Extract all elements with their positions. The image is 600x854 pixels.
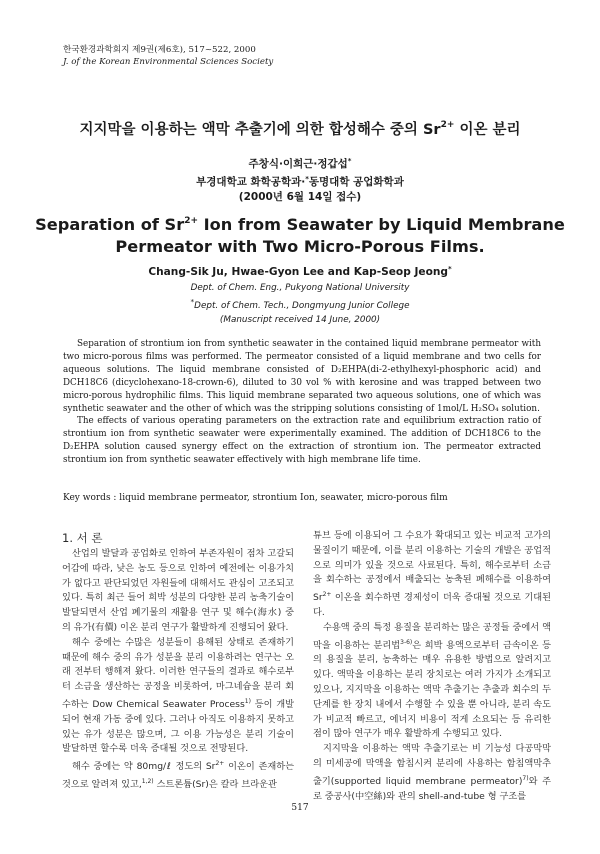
body-paragraph: 튜브 등에 이용되어 그 수요가 확대되고 있는 비교적 고가의 물질이기 때문에, 이를 분리 이용하는 기술의 개발은 공업적으로 의미가 있을 것으로 사료된다. 특히, 해수로부터 소금을 회수하는 공정에서 배출되는 농축된 폐해수를 이용하여 $Sr^{2+}$ 이온을 회수하면 경제성이 더욱 증대될 것으로 기대된다. <box>313 530 551 618</box>
manuscript-received: (Manuscript received 14 June, 2000) <box>219 314 381 325</box>
body-paragraph: 해수 중에는 수많은 성분들이 용해된 상태로 존재하기 때문에 해수 중의 유가 성분을 분리 이용하려는 연구는 오래 전부터 행해져 왔다. 이러한 연구들의 결과로 해수로부터 소금을 생산하는 공정을 비롯하여, 마그네슘을 분리 회수하는 Dow Chemical Seawater Process$^{1)}$ 등이 개발되어 현재 가동 중에 있다. 그러나 아직도 이용하지 못하고 있는 유가 성분은 많으며, 그 이용 가능성은 분리 기술이 발달하면 할수록 더욱 증대될 것으로 전망된다. <box>62 636 294 755</box>
affiliation-1: Dept. of Chem. Eng., Pukyong National University <box>190 283 410 293</box>
body-paragraph: 해수 중에는 약 80mg/ℓ 정도의 $Sr^{2+}$ 이온이 존재하는 것으로 알려져 있고,$^{1,2)}$ 스트론튬(Sr)은 칼라 브라운관 <box>62 760 295 790</box>
abstract <box>63 338 541 467</box>
body-paragraph: 수용액 중의 특정 용질을 분리하는 많은 공정들 중에서 액막을 이용하는 분리법$^{3-6)}$은 희박 용액으로부터 금속이온 등의 용질을 분리, 농축하는 매우 유용한 방법으로 알려지고 있다. 액막을 이용하는 분리 장치로는 여러 가지가 소개되고 있으나, 지지막을 이용하는 액막 추출기는 추출과 회수의 두 단계를 한 장치 내에서 수행할 수 있을 뿐 아니라, 분리 속도가 비교적 빠르고, 에너지 비용이 적게 소요되는 등 유리한 점이 많아 연구가 매우 활발하게 수행되고 있다. <box>313 621 552 740</box>
body-paragraph: 지지막을 이용하는 액막 추출기로는 비 기능성 다공막막의 미세공에 막액을 함침시켜 분리에 사용하는 함침액막추출기(supported liquid membrane permeator)$^{7)}$와 주로 중공사(中空絲)와 관의 shell-and-tube 형 구조를 <box>313 743 552 802</box>
body-column-left <box>62 530 294 793</box>
keywords: Key words : liquid membrane permeator, strontium Ion, seawater, micro-porous film <box>63 493 448 503</box>
section-heading: 1. 서 론 <box>62 531 103 545</box>
abstract-paragraph-2: The effects of various operating parameters on the extraction rate and equilibrium extraction ratio of strontium ion from synthetic seawater were experimentally examined. The addition of DCH18C6 to the D₂EHPA solution caused synergy effect on the extraction of strontium ion. The permeator extracted strontium ion from synthetic seawater effectively with high membrane life time. <box>63 416 541 466</box>
journal-line-korean: 한국환경과학회지 제9권(제6호), 517~522, 2000 <box>63 45 256 55</box>
journal-line-english: J. of the Korean Environmental Sciences Society <box>63 57 274 67</box>
abstract-paragraph-1: Separation of strontium ion from synthetic seawater in the contained liquid membrane permeator with two micro-porous films was performed. The permeator consisted of a liquid membrane and two cells for aqueous solutions. The liquid membrane consisted of D₂EHPA(di-2-ethylhexyl-phosphoric acid) and DCH18C6 (dicyclohexano-18-crown-6), diluted to 30 vol % with kerosine and was trapped between two micro-porous hydrophilic films. This liquid membrane separated two aqueous solutions, one of which was synthetic seawater and the other of which was the stripping solutions consisting of 1mol/L H₂SO₄ solution. <box>63 339 541 414</box>
affiliation-2: *Dept. of Chem. Tech., Dongmyung Junior College <box>190 297 410 311</box>
affiliations <box>0 281 600 327</box>
korean-authors: 주창식·이희근·정갑섭* <box>248 157 352 170</box>
body-column-right <box>313 529 551 804</box>
english-authors: Chang-Sik Ju, Hwae-Gyon Lee and Kap-Seop Jeong* <box>148 265 452 278</box>
body-paragraph: 산업의 발달과 공업화로 인하여 부존자원이 점차 고갈되어감에 따라, 낮은 농도 등으로 인하여 예전에는 이용가치가 없다고 판단되었던 자원들에 대해서도 관심이 고조되고 있다. 특히 최근 들어 희박 성분의 다양한 분리 농축기술이 발달되면서 산업 폐기물의 재활용 연구 및 해수(海水) 중의 유가(有價) 이온 분리 연구가 활발하게 진행되어 왔다. <box>62 548 294 633</box>
page-number: 517 <box>291 803 309 813</box>
english-title: Separation of $Sr^{2+}$ Ion from Seawater by Liquid Membrane Permeator with Two Micro-Porous Films. <box>35 215 565 256</box>
korean-received: (2000년 6월 14일 접수) <box>238 191 362 203</box>
korean-authors-block <box>0 154 600 205</box>
korean-title: 지지막을 이용하는 액막 추출기에 의한 합성해수 중의 $Sr^{2+}$ 이온 분리 <box>79 120 521 138</box>
journal-header <box>63 44 273 68</box>
korean-affiliation: 부경대학교 화학공학과·*동명대학 공업화학과 <box>196 175 404 188</box>
